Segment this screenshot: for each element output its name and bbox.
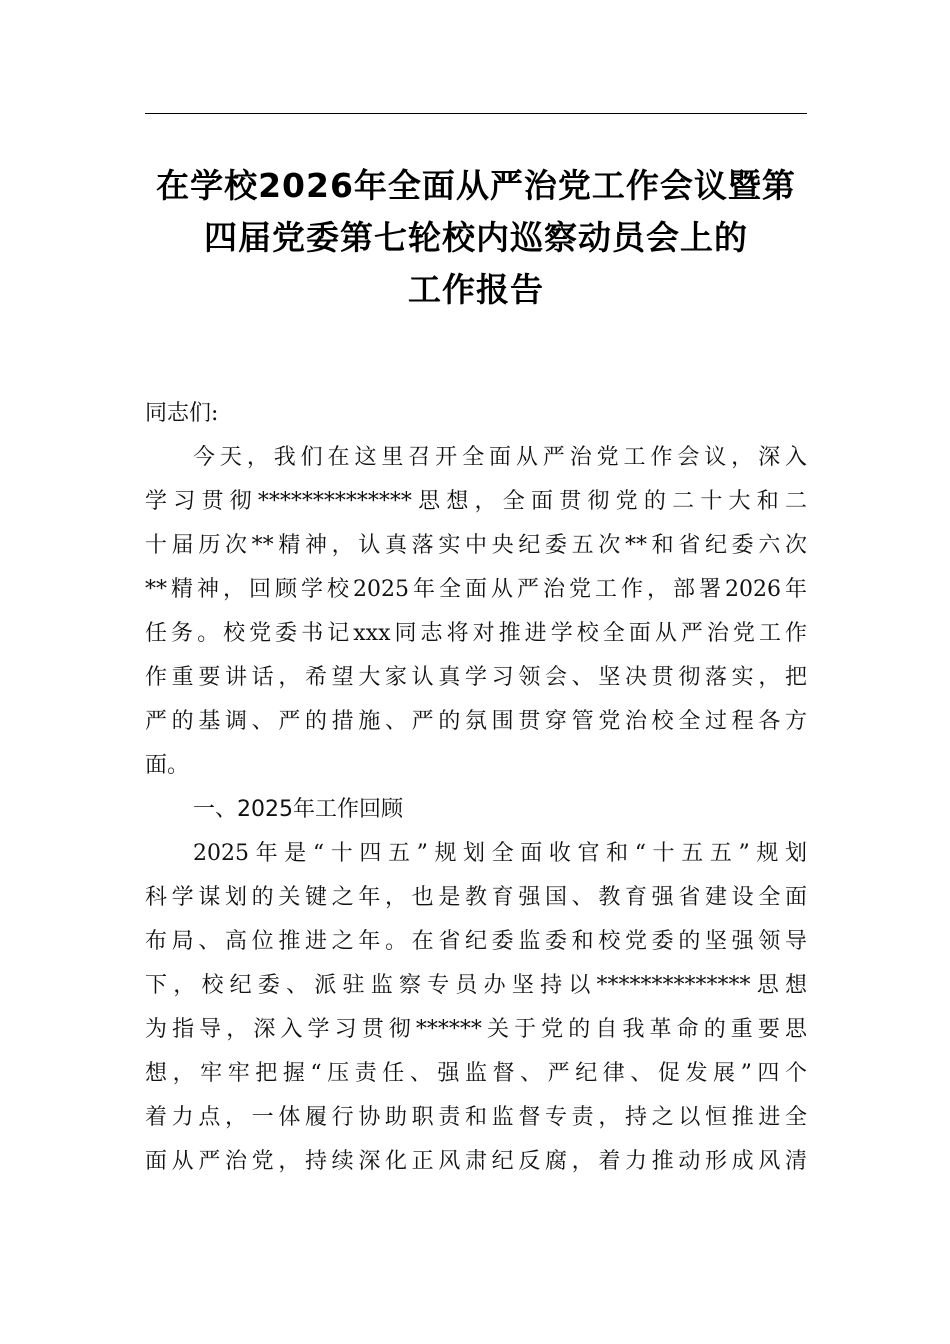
title-line-2: 四届党委第七轮校内巡察动员会上的	[204, 218, 748, 257]
paragraph-line: 今天，我们在这里召开全面从严治党工作会议，深入	[193, 445, 807, 470]
paragraph-line: 十届历次**精神，认真落实中央纪委五次**和省纪委六次	[145, 533, 807, 558]
paragraph-line: 想，牢牢把握“压责任、强监督、严纪律、促发展”四个	[145, 1061, 807, 1086]
document-body	[145, 392, 807, 1184]
paragraph-line: **精神，回顾学校2025年全面从严治党工作，部署2026年	[145, 577, 807, 602]
paragraph-1	[145, 436, 807, 788]
paragraph-line: 着力点，一体履行协助职责和监督专责，持之以恒推进全	[145, 1105, 807, 1130]
title-line-3: 工作报告	[408, 270, 544, 309]
document-title	[120, 160, 832, 316]
paragraph-line: 作重要讲话，希望大家认真学习领会、坚决贯彻落实，把	[145, 665, 807, 690]
paragraph-line: 严的基调、严的措施、严的氛围贯穿管党治校全过程各方	[145, 709, 807, 734]
header-rule	[145, 113, 807, 114]
paragraph-line: 学习贯彻**************思想，全面贯彻党的二十大和二	[145, 489, 807, 514]
paragraph-2	[145, 832, 807, 1184]
title-line-1: 在学校2026年全面从严治党工作会议暨第	[156, 166, 796, 205]
paragraph-line: 下，校纪委、派驻监察专员办坚持以**************思想	[145, 973, 807, 998]
paragraph-line: 科学谋划的关键之年，也是教育强国、教育强省建设全面	[145, 885, 807, 910]
salutation: 同志们:	[145, 401, 219, 426]
section-heading: 一、2025年工作回顾	[193, 797, 403, 822]
paragraph-line: 布局、高位推进之年。在省纪委监委和校党委的坚强领导	[145, 929, 807, 954]
paragraph-line: 为指导，深入学习贯彻******关于党的自我革命的重要思	[145, 1017, 807, 1042]
paragraph-line: 面。	[145, 753, 190, 778]
paragraph-line: 面从严治党，持续深化正风肃纪反腐，着力推动形成风清	[145, 1149, 807, 1174]
paragraph-line: 2025年是“十四五”规划全面收官和“十五五”规划	[193, 841, 807, 866]
paragraph-line: 任务。校党委书记xxx同志将对推进学校全面从严治党工作	[145, 621, 807, 646]
